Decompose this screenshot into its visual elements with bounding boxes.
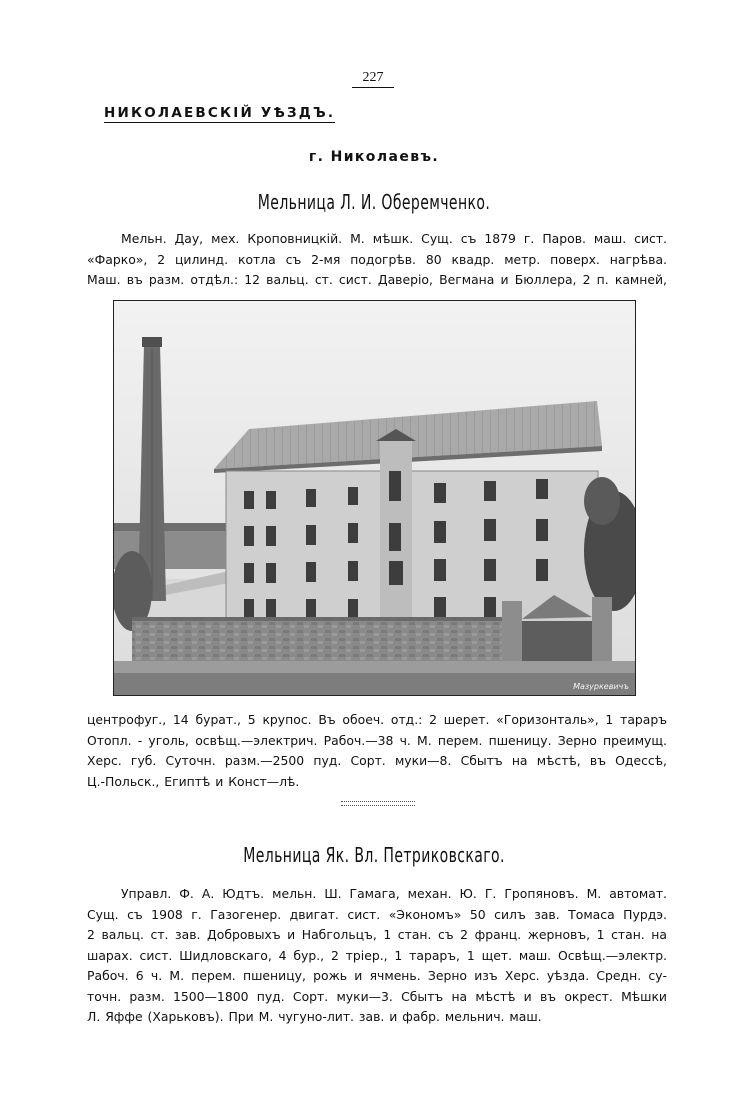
text-line: Мельн. Дау, мех. Кроповницкій. М. мѣшк. Сущ. съ 1879 г. Паров. маш. сист. [121,231,667,246]
text-line: Управл. Ф. А. Юдтъ. мельн. Ш. Гамага, механ. Ю. Г. Гропяновъ. М. автомат. [121,886,667,901]
text-line: Отопл. - уголь, освѣщ.—электрич. Рабоч.—38 ч. М. перем. пшеницу. Зерно преимущ. [87,732,667,748]
text-line: Л. Яффе (Харьковъ). При М. чугуно-лит. зав. и фабр. мельнич. маш. [87,1009,542,1024]
text-line: центрофуг., 14 бурат., 5 крупос. Въ обоеч. отд.: 2 шерет. «Горизонталь», 1 тараръ [87,712,667,727]
mill1-text-before-photo [87,229,667,291]
photographer-mark: Мазуркевичъ [573,682,629,691]
mill2-title: Мельница Як. Вл. Петриковскаго. [243,843,505,867]
text-line: шарах. сист. Шидловскаго, 4 бур., 2 тріер., 1 тараръ, 1 щет. маш. Освѣщ.—электр. [87,947,667,963]
mill1-title: Мельница Л. И. Оберемченко. [257,190,491,214]
text-line: Рабоч. 6 ч. М. перем. пшеницу, рожь и ячмень. Зерно изъ Херс. уѣзда. Средн. су- [87,968,667,983]
mill2-text [87,884,667,1028]
city-heading: г. Николаевъ. [308,149,440,165]
mill-photograph [113,300,636,696]
text-line: Маш. въ разм. отдѣл.: 12 вальц. ст. сист. Даверіо, Вегмана и Бюллера, 2 п. камней, [87,272,667,287]
text-line: точн. разм. 1500—1800 пуд. Сорт. муки—3. Сбытъ на мѣстѣ и въ окрест. Мѣшки [87,988,667,1004]
text-line: 2 вальц. ст. зав. Добровыхъ и Набгольцъ, 1 стан. съ 2 франц. жерновъ, 1 стан. на [87,927,667,942]
text-line: «Фарко», 2 цилинд. котла съ 2-мя подогрѣв. 80 квадр. метр. поверх. нагрѣва. [87,251,667,267]
text-line: Ц.-Польск., Египтѣ и Конст—лѣ. [87,773,300,789]
mill1-text-after-photo [87,710,667,792]
district-heading: НИКОЛАЕВСКІЙ УѢЗДЪ. [104,105,336,121]
text-line: Сущ. съ 1908 г. Газогенер. двигат. сист. «Экономъ» 50 силъ зав. Томаса Пурдэ. [87,906,667,922]
text-line: Херс. губ. Суточн. разм.—2500 пуд. Сорт. муки—8. Сбытъ на мѣстѣ, въ Одессѣ, [87,753,667,768]
page-number: 227 [352,70,394,88]
section-divider [341,801,415,806]
